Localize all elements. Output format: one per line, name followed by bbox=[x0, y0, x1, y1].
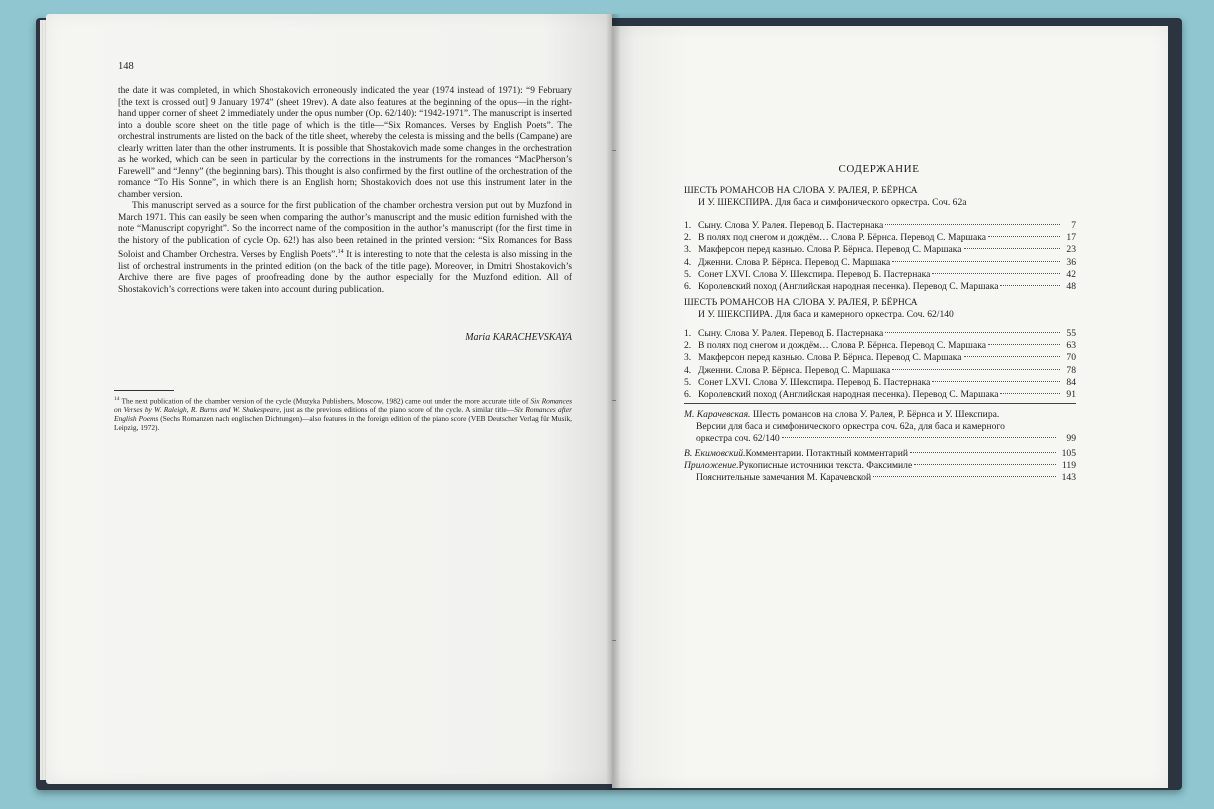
item-number: 3. bbox=[684, 352, 692, 364]
page-ref: 48 bbox=[1066, 281, 1076, 293]
item-number: 1. bbox=[684, 220, 692, 231]
toc-item bbox=[684, 244, 1076, 256]
toc-item bbox=[684, 352, 1076, 364]
toc-item bbox=[684, 257, 1076, 269]
toc-item bbox=[684, 281, 1076, 293]
item-number: 4. bbox=[684, 256, 692, 268]
toc-essay-entry-end bbox=[684, 433, 1076, 445]
item-number: 4. bbox=[684, 364, 692, 376]
right-page bbox=[612, 26, 1168, 788]
toc-list-section2 bbox=[684, 328, 1076, 401]
article-body bbox=[118, 86, 572, 296]
item-title: Сыну. Слова У. Ралея. Перевод Б. Пастернака bbox=[698, 328, 884, 339]
leader-dots bbox=[914, 464, 1056, 465]
notes-title: Пояснительные замечания М. Карачевской bbox=[696, 472, 872, 484]
page-ref: 99 bbox=[1066, 433, 1076, 445]
toc-item bbox=[684, 389, 1076, 401]
binding-stitch bbox=[612, 640, 616, 641]
toc-title: СОДЕРЖАНИЕ bbox=[838, 163, 920, 175]
commentary-title: Комментарии. Потактный комментарий bbox=[745, 447, 908, 459]
toc-section-heading bbox=[684, 297, 1074, 321]
page-ref: 7 bbox=[1071, 220, 1076, 231]
item-number: 5. bbox=[684, 268, 692, 280]
essay-title: Шесть романсов на слова У. Ралея, Р. Бёрнса и У. Шекспира. bbox=[750, 409, 1000, 420]
leader-dots bbox=[1000, 285, 1060, 286]
item-title: Сыну. Слова У. Ралея. Перевод Б. Пастернака bbox=[698, 220, 884, 231]
toc-item bbox=[684, 220, 1076, 232]
page-ref: 143 bbox=[1061, 472, 1076, 484]
item-title: Дженни. Слова Р. Бёрнса. Перевод С. Маршака bbox=[698, 364, 891, 376]
page-ref: 42 bbox=[1066, 268, 1076, 280]
page-ref: 55 bbox=[1066, 328, 1076, 339]
leader-dots bbox=[988, 344, 1060, 345]
heading-line: ШЕСТЬ РОМАНСОВ НА СЛОВА У. РАЛЕЯ, Р. БЁРНСА bbox=[684, 185, 918, 196]
toc-item bbox=[684, 377, 1076, 389]
author-signature: Maria KARACHEVSKAYA bbox=[465, 332, 572, 343]
item-number: 6. bbox=[684, 281, 692, 293]
toc-item bbox=[684, 328, 1076, 340]
footnote-text: , just as the previous editions of the piano score of the cycle. A similar title— bbox=[279, 405, 515, 415]
item-title: В полях под снегом и дождём… Слова Р. Бёрнса. Перевод С. Маршака bbox=[698, 232, 986, 244]
leader-dots bbox=[910, 452, 1056, 453]
heading-line: И У. ШЕКСПИРА. Для баса и камерного оркестра. Соч. 62/140 bbox=[698, 309, 954, 320]
toc-list-section1 bbox=[684, 220, 1076, 293]
item-title: Макферсон перед казнью. Слова Р. Бёрнса. Перевод С. Маршака bbox=[698, 352, 962, 364]
item-number: 5. bbox=[684, 376, 692, 388]
footnote-italic-title: Six Romances on Verses by W. Raleigh, R. Burns and W. Shakespeare bbox=[114, 396, 572, 415]
toc-notes-entry bbox=[684, 472, 1076, 484]
essay-title: Версии для баса и симфонического оркестра соч. 62а, для баса и камерного bbox=[696, 421, 1005, 433]
item-title: Сонет LXVI. Слова У. Шекспира. Перевод Б. Пастернака bbox=[698, 376, 931, 388]
leader-dots bbox=[885, 332, 1060, 333]
book-gutter bbox=[606, 14, 620, 790]
footnote-text: (Sechs Romanzen nach englischen Dichtungen)—also features in the foreign edition of the piano score (VEB Deutscher Verlag für Musik, Leipzig, 1972). bbox=[114, 414, 573, 433]
commentary-author: В. Екимовский. bbox=[684, 447, 746, 459]
page-ref: 36 bbox=[1066, 256, 1076, 268]
binding-stitch bbox=[612, 400, 616, 401]
item-number: 2. bbox=[684, 232, 692, 244]
essay-author: М. Карачевская. bbox=[684, 409, 751, 420]
page-ref: 70 bbox=[1066, 352, 1076, 364]
page-ref: 105 bbox=[1061, 447, 1076, 459]
footnote-rule bbox=[114, 390, 174, 391]
toc-appendix-entry bbox=[684, 460, 1076, 472]
footnote-italic-title: Six Romances after English Poems bbox=[114, 405, 572, 424]
page-ref: 91 bbox=[1066, 389, 1076, 401]
page-ref: 119 bbox=[1061, 459, 1076, 471]
leader-dots bbox=[892, 261, 1060, 262]
item-title: Королевский поход (Английская народная песенка). Перевод С. Маршака bbox=[698, 389, 999, 401]
item-title: В полях под снегом и дождём… Слова Р. Бёрнса. Перевод С. Маршака bbox=[698, 340, 986, 352]
toc-commentary-entry bbox=[684, 448, 1076, 460]
footnote-number: 14 bbox=[114, 396, 120, 402]
leader-dots bbox=[964, 356, 1060, 357]
item-title: Дженни. Слова Р. Бёрнса. Перевод С. Маршака bbox=[698, 256, 891, 268]
leader-dots bbox=[1000, 393, 1060, 394]
footnote-reference: 14 bbox=[337, 249, 344, 255]
toc-appendix-block bbox=[684, 409, 1076, 484]
page-ref: 63 bbox=[1066, 340, 1076, 352]
footnote bbox=[114, 395, 572, 432]
leader-dots bbox=[873, 476, 1056, 477]
leader-dots bbox=[932, 381, 1060, 382]
toc-item bbox=[684, 340, 1076, 352]
paragraph-text: It is interesting to note that the celesta is also missing in the list of orchestral instruments in the printed edition (on the back of the title page). Moreover, in Dmitri Shostakovich’s Archive there are five pages of proofreading done by the author especially for the Muzfond edition. All of Shostakovich’s corrections were taken into account during publication. bbox=[118, 250, 572, 295]
appendix-title: Рукописные источники текста. Факсимиле bbox=[738, 459, 913, 471]
leader-dots bbox=[988, 236, 1060, 237]
page-ref: 78 bbox=[1066, 364, 1076, 376]
item-title: Королевский поход (Английская народная песенка). Перевод С. Маршака bbox=[698, 281, 999, 293]
toc-item bbox=[684, 232, 1076, 244]
item-number: 1. bbox=[684, 328, 692, 339]
binding-stitch bbox=[612, 150, 616, 151]
page-ref: 84 bbox=[1066, 376, 1076, 388]
page-ref: 17 bbox=[1066, 232, 1076, 244]
toc-section-heading bbox=[684, 185, 1074, 209]
toc-item bbox=[684, 269, 1076, 281]
item-number: 2. bbox=[684, 340, 692, 352]
essay-title: оркестра соч. 62/140 bbox=[696, 433, 780, 445]
item-number: 6. bbox=[684, 389, 692, 401]
paragraph: the date it was completed, in which Shostakovich erroneously indicated the year (1974 instead of 1971): “9 February [the text is crossed out] 9 January 1974” (sheet 19rev). A date also features at the beginning of the opus—in the right-hand upper corner of sheet 2 immediately under the opus number (Op. 62/140): “1942-1971”. The manuscript is inserted into a double score sheet on the title page of which is the title—“Six Romances. Verses by English Poets”. The orchestral instruments are listed on the back of the title sheet, whereby the celesta is missing and the bells (Campane) are clearly written later than the other instruments. It is possible that Shostakovich made some changes in the orchestration as he worked, which can be seen in particular by the corrections in the instruments for the romances “MacPherson’s Farewell” and “Jenny” (the beginning bars). This thought is also confirmed by the first outline of the orchestration of the romance “To His Sonne”, in which there is an English horn; Shostakovich does not use this instrument later in the chamber version. bbox=[118, 86, 572, 200]
page-ref: 23 bbox=[1066, 244, 1076, 256]
heading-line: ШЕСТЬ РОМАНСОВ НА СЛОВА У. РАЛЕЯ, Р. БЁРНСА bbox=[684, 297, 918, 308]
page-number: 148 bbox=[118, 61, 134, 72]
footnote-text: The next publication of the chamber version of the cycle (Muzyka Publishers, Moscow, 1982) came out under the more accurate title of bbox=[119, 396, 531, 406]
paragraph bbox=[118, 201, 572, 296]
item-number: 3. bbox=[684, 244, 692, 256]
item-title: Сонет LXVI. Слова У. Шекспира. Перевод Б. Пастернака bbox=[698, 268, 931, 280]
toc-essay-entry bbox=[684, 409, 1076, 433]
toc-item bbox=[684, 365, 1076, 377]
leader-dots bbox=[782, 437, 1056, 438]
appendix-label: Приложение. bbox=[684, 459, 739, 471]
item-title: Макферсон перед казнью. Слова Р. Бёрнса. Перевод С. Маршака bbox=[698, 244, 962, 256]
leader-dots bbox=[885, 224, 1060, 225]
heading-line: И У. ШЕКСПИРА. Для баса и симфонического оркестра. Соч. 62а bbox=[698, 197, 967, 208]
leader-dots bbox=[892, 369, 1060, 370]
toc-divider bbox=[684, 403, 1076, 404]
paragraph-text: This manuscript served as a source for the first publication of the chamber orchestra version put out by Muzfond in March 1971. This can easily be seen when comparing the author’s manuscript and the music edition furnished with the note “Manuscript copyright”. So the incorrect name of the composition in the author’s manuscript (for the first time in the history of the publication of cycle Op. 62!) has also been retained in the printed version: “Six Romances for Bass Soloist and Chamber Orchestra. Verses by English Poets”. bbox=[118, 201, 572, 261]
leader-dots bbox=[964, 248, 1060, 249]
leader-dots bbox=[932, 273, 1060, 274]
